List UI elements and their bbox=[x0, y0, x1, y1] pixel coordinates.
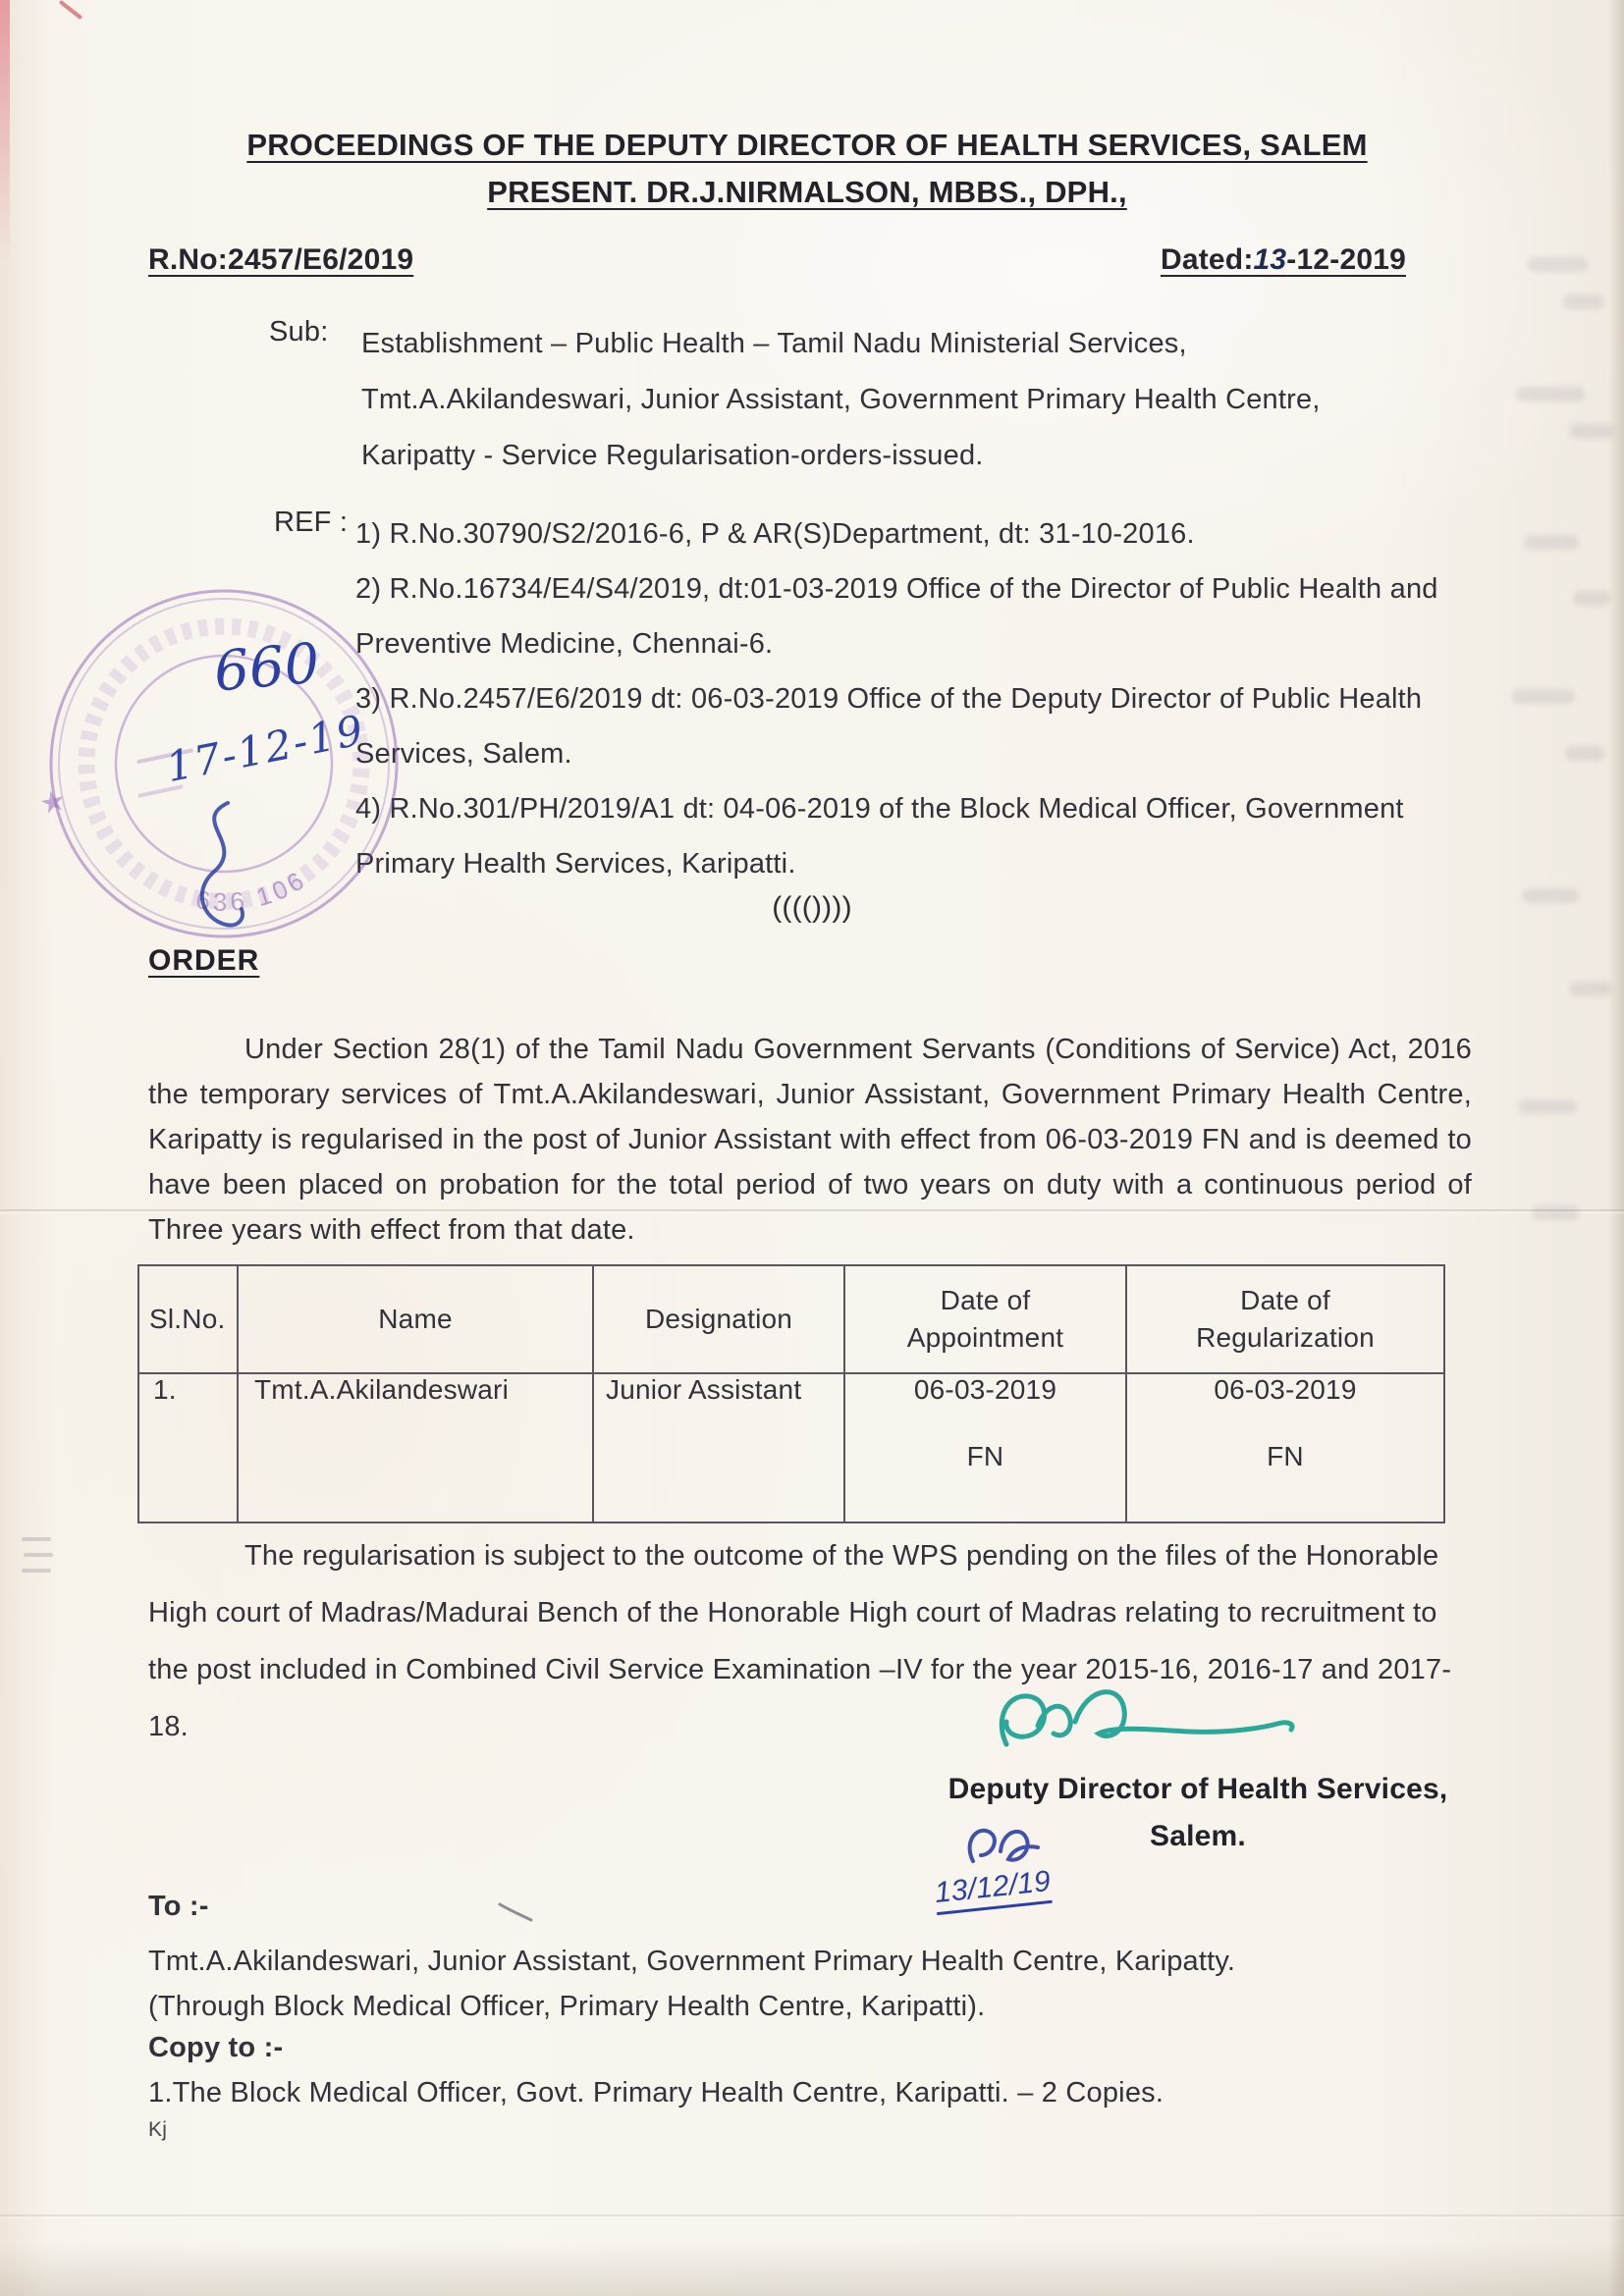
bleed-through-artifact bbox=[1532, 1205, 1579, 1220]
to-line: Tmt.A.Akilandeswari, Junior Assistant, Government Primary Health Centre, Karipatty. bbox=[148, 1946, 1236, 1977]
copy-to-label: Copy to :- bbox=[148, 2032, 284, 2063]
pen-mark bbox=[496, 1898, 535, 1924]
stamp-handwritten-date: 17-12-19 bbox=[162, 705, 369, 792]
regularization-table bbox=[137, 1264, 1445, 1523]
bleed-through-artifact bbox=[22, 1537, 51, 1541]
col-header-slno: Sl.No. bbox=[138, 1265, 238, 1373]
reference-item: 4) R.No.301/PH/2019/A1 dt: 04-06-2019 of the Block Medical Officer, Government Primary Health Services, Karipatti. bbox=[355, 793, 1404, 880]
subject-line: Tmt.A.Akilandeswari, Junior Assistant, Government Primary Health Centre, bbox=[361, 384, 1321, 415]
cell-slno: 1. bbox=[138, 1373, 238, 1522]
signatory-place: Salem. bbox=[1150, 1820, 1246, 1852]
reference-items bbox=[355, 507, 1475, 891]
to-label: To :- bbox=[148, 1891, 209, 1922]
col-header-name: Name bbox=[238, 1265, 593, 1373]
bleed-through-artifact bbox=[1528, 257, 1589, 272]
reference-number-row bbox=[148, 243, 1406, 277]
bleed-through-artifact bbox=[1516, 387, 1585, 401]
signature-date-handwritten: 13/12/19 bbox=[933, 1865, 1053, 1915]
subject-line: Karipatty - Service Regularisation-orders-issued. bbox=[361, 440, 984, 471]
col-header-designation: Designation bbox=[593, 1265, 844, 1373]
regularization-session: FN bbox=[1267, 1441, 1304, 1471]
bleed-through-artifact bbox=[1563, 294, 1604, 309]
cell-regularization bbox=[1126, 1373, 1444, 1522]
regularization-date: 06-03-2019 bbox=[1214, 1374, 1357, 1405]
copy-to-line: 1.The Block Medical Officer, Govt. Primary Health Centre, Karipatti. – 2 Copies. bbox=[148, 2077, 1164, 2109]
dated-day-handwritten: 13 bbox=[1253, 243, 1287, 276]
cell-designation: Junior Assistant bbox=[593, 1373, 844, 1522]
to-line: (Through Block Medical Officer, Primary Health Centre, Karipatti). bbox=[148, 1991, 986, 2022]
bleed-through-artifact bbox=[1573, 591, 1610, 606]
reference-label: REF : bbox=[274, 507, 349, 538]
cell-name: Tmt.A.Akilandeswari bbox=[238, 1373, 593, 1522]
col-header-date-regularization: Date of Regularization bbox=[1126, 1265, 1444, 1373]
subject-line: Establishment – Public Health – Tamil Nadu Ministerial Services, bbox=[361, 328, 1187, 359]
clerk-initials: Kj bbox=[148, 2118, 168, 2141]
stamp-star-icon: ★ bbox=[36, 783, 70, 822]
cell-appointment bbox=[844, 1373, 1126, 1522]
bleed-through-artifact bbox=[1518, 1099, 1577, 1114]
bleed-through-artifact bbox=[1512, 689, 1575, 704]
bleed-through-artifact bbox=[24, 1553, 53, 1557]
reference-item: 2) R.No.16734/E4/S4/2019, dt:01-03-2019 Office of the Director of Public Health and Preventive Medicine, Chennai-6. bbox=[355, 573, 1438, 660]
red-pen-mark bbox=[59, 0, 83, 20]
r-no: R.No:2457/E6/2019 bbox=[148, 243, 414, 276]
bleed-through-artifact bbox=[22, 1569, 51, 1573]
document-title-line2: PRESENT. DR.J.NIRMALSON, MBBS., DPH., bbox=[487, 175, 1127, 209]
dated bbox=[1161, 243, 1406, 277]
scan-edge-shadow-bottom bbox=[0, 2241, 1624, 2296]
signatory-title: Deputy Director of Health Services, bbox=[947, 1773, 1448, 1805]
paper-crease bbox=[0, 2215, 1624, 2216]
signature-ink bbox=[977, 1661, 1316, 1779]
closing-paragraph: The regularisation is subject to the outcome of the WPS pending on the files of the Honorable High court of Madras/Madurai Bench of the Honorable High court of Madras relating to recruitment to the post included in Combined Civil Service Examination –IV for the year 2015-16, 2016-17 and 2017-18. bbox=[148, 1540, 1452, 1742]
table-row bbox=[138, 1373, 1444, 1522]
scan-edge-shadow-right bbox=[1608, 0, 1624, 2296]
reference-item: 1) R.No.30790/S2/2016-6, P & AR(S)Department, dt: 31-10-2016. bbox=[355, 518, 1195, 550]
appointment-date: 06-03-2019 bbox=[913, 1374, 1057, 1405]
stamp-postal-code: 636 106 bbox=[193, 863, 312, 917]
stamp-handwritten-number: 660 bbox=[211, 631, 323, 705]
stamp-flourish-ink bbox=[165, 793, 273, 940]
bleed-through-artifact bbox=[1569, 424, 1614, 439]
subject-lines bbox=[361, 316, 1321, 484]
section-separator: (((()))) bbox=[772, 891, 852, 924]
document-title-line1: PROCEEDINGS OF THE DEPUTY DIRECTOR OF HEALTH SERVICES, SALEM bbox=[246, 128, 1368, 162]
subject-label: Sub: bbox=[269, 316, 329, 347]
reference-item: 3) R.No.2457/E6/2019 dt: 06-03-2019 Office of the Deputy Director of Public Health Services, Salem. bbox=[355, 683, 1423, 770]
col-header-date-appointment: Date of Appointment bbox=[844, 1265, 1126, 1373]
order-heading: ORDER bbox=[148, 944, 260, 977]
bleed-through-artifact bbox=[1565, 746, 1604, 761]
dated-rest: -12-2019 bbox=[1286, 243, 1406, 276]
order-paragraph: Under Section 28(1) of the Tamil Nadu Government Servants (Conditions of Service) Act, 2016 the temporary services of Tmt.A.Akilandeswari, Junior Assistant, Government Primary Health Centre, Karipatty is regularised in the post of Junior Assistant with effect from 06-03-2019 FN and is deemed to have been placed on probation for the total period of two years on duty with a continuous period of Three years with effect from that date. bbox=[148, 1034, 1472, 1246]
bleed-through-artifact bbox=[1569, 982, 1612, 996]
dated-label: Dated: bbox=[1160, 243, 1254, 276]
initials-ink bbox=[957, 1818, 1048, 1873]
table-header-row bbox=[138, 1265, 1444, 1373]
appointment-session: FN bbox=[966, 1441, 1004, 1471]
bleed-through-artifact bbox=[1524, 535, 1579, 550]
